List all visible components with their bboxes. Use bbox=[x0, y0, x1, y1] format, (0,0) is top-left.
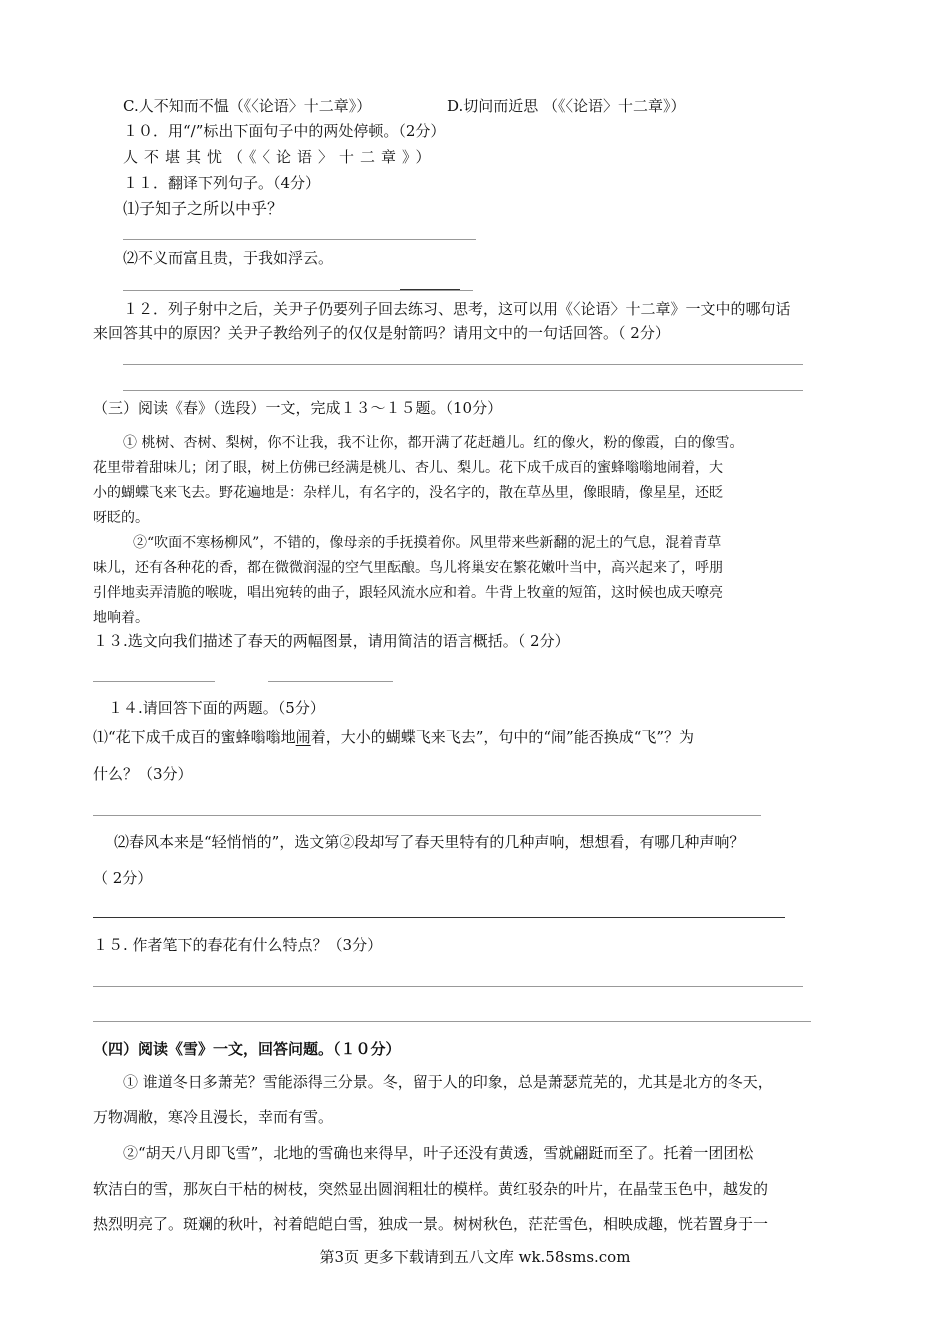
q14-1-post: 着，大小的蝴蝶飞来飞去”，句中的“闹”能否换成“飞”？为 bbox=[310, 728, 695, 746]
q14-1-pre: ⑴“花下成千成百的蜜蜂嗡嗡地 bbox=[93, 728, 296, 746]
section3-p1-line: ① 桃树、杏树、梨树，你不让我，我不让你，都开满了花赶趟儿。红的像火，粉的像霞，白的像雪。 bbox=[123, 435, 744, 451]
section4-p1-line-2: 万物凋敝，寒冷且漫长，幸而有雪。 bbox=[93, 1108, 334, 1126]
q12-line-2: 来回答其中的原因？关尹子教给列子的仅仅是射箭吗？请用文中的一句话回答。（ 2分） bbox=[93, 324, 670, 342]
section3-p1-line: 花里带着甜味儿；闭了眼，树上仿佛已经满是桃儿、杏儿、梨儿。花下成千成百的蜜蜂嗡嗡地闹着，大 bbox=[93, 460, 723, 476]
page-footer: 第3页 更多下载请到五八文库 wk.58sms.com bbox=[319, 1248, 631, 1266]
answer-line bbox=[93, 917, 785, 918]
section3-p1-line: 呀眨的。 bbox=[93, 510, 149, 526]
section3-p2-line: ②“吹面不寒杨柳风”，不错的，像母亲的手抚摸着你。风里带来些新翻的泥土的气息，混着青草 bbox=[133, 535, 722, 551]
section4-p2-line-1: ②“胡天八月即飞雪”，北地的雪确也来得早，叶子还没有黄透，雪就翩跹而至了。托着一团团松 bbox=[123, 1144, 754, 1162]
section3-heading: （三）阅读《春》（选段）一文，完成１３～１５题。（10分） bbox=[93, 399, 503, 417]
q9-option-d: D.切问而近思 （《〈论语〉十二章》） bbox=[447, 97, 686, 115]
q10-question: １０．用“/”标出下面句子中的两处停顿。（2分） bbox=[123, 122, 446, 140]
q9-option-c: C.人不知而不愠（《〈论语〉十二章》） bbox=[123, 97, 372, 115]
answer-line bbox=[93, 815, 761, 816]
answer-line bbox=[123, 390, 803, 391]
q11-sentence-1: ⑴子知子之所以中乎？ bbox=[123, 199, 284, 218]
section3-p2-line: 地响着。 bbox=[93, 610, 149, 626]
q12-line-1: １２．列子射中之后，关尹子仍要列子回去练习、思考，这可以用《〈论语〉十二章》一文中的哪句话 bbox=[123, 300, 791, 318]
section4-p1-line-1: ① 谁道冬日多萧芜？雪能添得三分景。冬，留于人的印象，总是萧瑟荒芜的，尤其是北方的冬天， bbox=[123, 1073, 773, 1091]
section3-p2-line: 引伴地卖弄清脆的喉咙，唱出宛转的曲子，跟轻风流水应和着。牛背上牧童的短笛，这时候也成天嘹亮 bbox=[93, 585, 723, 601]
section4-heading: （四）阅读《雪》一文，回答问题。（１０分） bbox=[93, 1040, 401, 1058]
q14-question: １４.请回答下面的两题。（5分） bbox=[108, 699, 325, 717]
answer-line bbox=[123, 239, 476, 240]
q14-1-line-2: 什么？（3分） bbox=[93, 765, 193, 783]
section3-p1-line: 小的蝴蝶飞来飞去。野花遍地是：杂样儿，有名字的，没名字的，散在草丛里，像眼睛，像星星，还眨 bbox=[93, 485, 723, 501]
answer-line bbox=[93, 986, 803, 987]
q11-question: １１．翻译下列句子。（4分） bbox=[123, 174, 321, 192]
answer-line bbox=[93, 1021, 811, 1022]
answer-line bbox=[93, 681, 215, 682]
answer-line bbox=[268, 681, 393, 682]
q14-2-line-2: （ 2分） bbox=[93, 869, 153, 887]
answer-line-mark bbox=[400, 289, 460, 290]
q11-sentence-2: ⑵不义而富且贵，于我如浮云。 bbox=[123, 249, 334, 267]
q15-question: １５. 作者笔下的春花有什么特点？（3分） bbox=[93, 936, 383, 954]
q13-question: １３.选文向我们描述了春天的两幅图景，请用简洁的语言概括。（ 2分） bbox=[93, 632, 570, 650]
section4-p2-line-3: 热烈明亮了。斑斓的秋叶，衬着皑皑白雪，独成一景。树树秋色，茫茫雪色，相映成趣，恍若置身于一 bbox=[93, 1215, 769, 1233]
q10-sentence: 人不堪其忧（《〈论语〉十二章》） bbox=[123, 148, 437, 166]
q14-1-word: 闹 bbox=[295, 728, 311, 746]
section4-p2-line-2: 软洁白的雪，那灰白干枯的树枝，突然显出圆润粗壮的模样。黄红驳杂的叶片，在晶莹玉色中，越发的 bbox=[93, 1180, 769, 1198]
answer-line bbox=[123, 364, 803, 365]
q14-1-line-1 bbox=[93, 727, 694, 747]
answer-line bbox=[123, 290, 473, 291]
q14-2-line-1: ⑵春风本来是“轻悄悄的”，选文第②段却写了春天里特有的几种声响，想想看，有哪几种声响？ bbox=[114, 833, 745, 851]
section3-p2-line: 味儿，还有各种花的香，都在微微润湿的空气里酝酿。鸟儿将巢安在繁花嫩叶当中，高兴起来了，呼朋 bbox=[93, 560, 723, 576]
